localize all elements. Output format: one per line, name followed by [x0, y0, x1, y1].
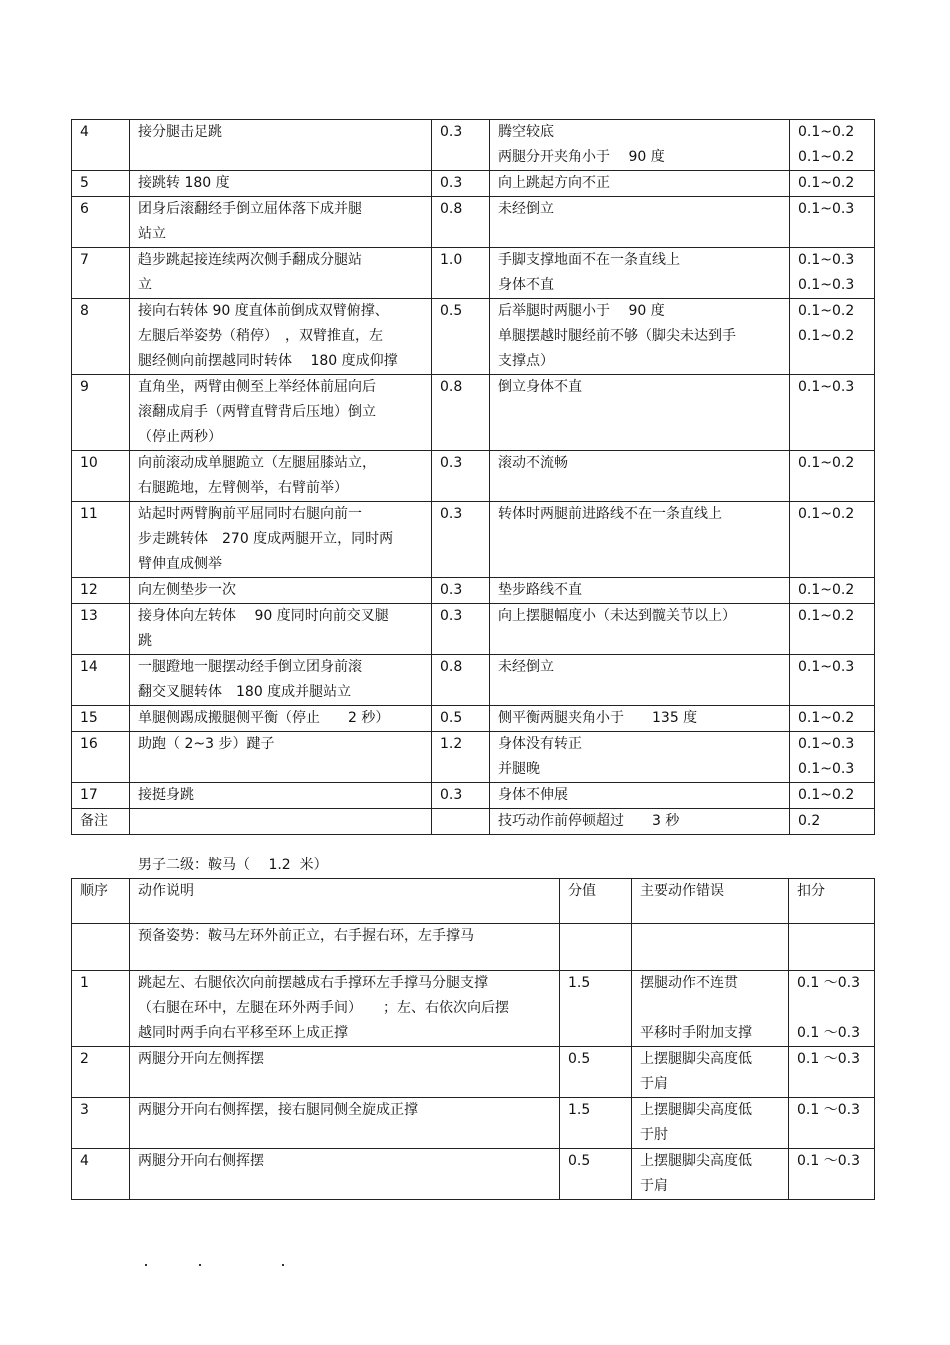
cell-deduction-line: 0.1~0.3 — [798, 736, 855, 752]
cell-deduction — [790, 783, 875, 809]
cell-description-line: （停止两秒） — [138, 429, 222, 445]
cell-errors-line: 于肩 — [640, 1178, 668, 1194]
table-row — [72, 171, 875, 197]
header-description: 动作说明 — [130, 879, 560, 924]
table-row — [72, 655, 875, 706]
cell-errors-line: 支撑点） — [498, 353, 554, 369]
cell-errors — [490, 451, 790, 502]
cell-description — [130, 1098, 560, 1149]
cell-order: 15 — [72, 706, 130, 732]
cell-errors-line: 并腿晚 — [498, 761, 540, 777]
cell-score: 0.3 — [432, 451, 490, 502]
cell-score: 1.5 — [560, 1098, 632, 1149]
cell-deduction — [790, 120, 875, 171]
cell-errors-line: 垫步路线不直 — [498, 582, 582, 598]
cell-errors-line: 单腿摆越时腿经前不够（脚尖未达到手 — [498, 328, 736, 344]
cell-score: 0.8 — [432, 375, 490, 451]
cell-errors-line: 向上摆腿幅度小（未达到髋关节以上） — [498, 608, 736, 624]
cell-errors-line: 身体不伸展 — [498, 787, 568, 803]
cell-description — [130, 732, 432, 783]
header-score: 分值 — [560, 879, 632, 924]
cell-deduction-line: 0.1~0.2 — [798, 608, 855, 624]
table-row — [72, 120, 875, 171]
cell-description-line: 腿经侧向前摆越同时转体 180 度成仰撑 — [138, 353, 398, 369]
cell-description-line: 接身体向左转体 90 度同时向前交叉腿 — [138, 608, 389, 624]
cell-description-line: 左腿后举姿势（稍停） ，双臂推直，左 — [138, 328, 383, 344]
cell-deduction-line: 0.1~0.2 — [798, 787, 855, 803]
prep-row — [72, 924, 875, 971]
cell-order: 备注 — [72, 809, 130, 835]
cell-order: 4 — [72, 120, 130, 171]
cell-description — [130, 299, 432, 375]
cell-errors-line: 摆腿动作不连贯 — [640, 975, 738, 991]
cell-errors-line: 手脚支撑地面不在一条直线上 — [498, 252, 680, 268]
cell-deduction-line: 0.1 ～0.3 — [797, 975, 860, 991]
cell-description — [130, 1149, 560, 1200]
cell-description-line: 臂伸直成侧举 — [138, 556, 222, 572]
table-row — [72, 1098, 875, 1149]
cell-errors — [632, 1149, 789, 1200]
cell-errors — [490, 299, 790, 375]
cell-errors-line: 侧平衡两腿夹角小于 135 度 — [498, 710, 698, 726]
cell-deduction-line: 0.1~0.3 — [798, 252, 855, 268]
table-row — [72, 971, 875, 1047]
cell-errors — [490, 655, 790, 706]
prep-deduct — [789, 924, 875, 971]
cell-description — [130, 809, 432, 835]
cell-description-line: 接向右转体 90 度直体前倒成双臂俯撑、 — [138, 303, 389, 319]
cell-errors — [490, 197, 790, 248]
cell-deduction — [790, 375, 875, 451]
cell-errors-line: 后举腿时两腿小于 90 度 — [498, 303, 665, 319]
cell-deduction — [790, 248, 875, 299]
cell-description-line: 两腿分开向右侧挥摆 — [138, 1153, 264, 1169]
cell-errors — [490, 604, 790, 655]
cell-description-line: 接分腿击足跳 — [138, 124, 222, 140]
cell-order: 6 — [72, 197, 130, 248]
cell-order: 1 — [72, 971, 130, 1047]
cell-order: 3 — [72, 1098, 130, 1149]
cell-errors — [490, 375, 790, 451]
cell-deduction — [790, 706, 875, 732]
cell-deduction-line: 0.1~0.2 — [798, 710, 855, 726]
footer-dots — [0, 1258, 950, 1270]
cell-order: 17 — [72, 783, 130, 809]
cell-score: 0.8 — [432, 655, 490, 706]
table-row — [72, 809, 875, 835]
cell-deduction-line: 0.1~0.2 — [798, 506, 855, 522]
cell-description-line: 一腿蹬地一腿摆动经手倒立团身前滚 — [138, 659, 362, 675]
cell-order: 12 — [72, 578, 130, 604]
cell-deduction — [789, 1149, 875, 1200]
cell-description-line: 趋步跳起接连续两次侧手翻成分腿站 — [138, 252, 362, 268]
cell-order: 16 — [72, 732, 130, 783]
cell-deduction-line: 0.1~0.3 — [798, 379, 855, 395]
cell-description — [130, 604, 432, 655]
cell-score: 1.2 — [432, 732, 490, 783]
cell-errors-line: 上摆腿脚尖高度低 — [640, 1051, 752, 1067]
cell-description-line: 单腿侧踢成搬腿侧平衡（停止 2 秒） — [138, 710, 390, 726]
cell-errors-line: 未经倒立 — [498, 659, 554, 675]
cell-description — [130, 197, 432, 248]
cell-description-line: 越同时两手向右平移至环上成正撑 — [138, 1025, 348, 1041]
table-row — [72, 375, 875, 451]
cell-order: 2 — [72, 1047, 130, 1098]
table-row — [72, 604, 875, 655]
table-row — [72, 197, 875, 248]
prep-no — [72, 924, 130, 971]
cell-deduction-line: 0.1 ～0.3 — [797, 1153, 860, 1169]
cell-deduction — [790, 604, 875, 655]
cell-description — [130, 171, 432, 197]
cell-errors — [490, 502, 790, 578]
cell-description-line: 翻交叉腿转体 180 度成并腿站立 — [138, 684, 352, 700]
cell-errors-line: 倒立身体不直 — [498, 379, 582, 395]
cell-deduction-line: 0.1~0.2 — [798, 149, 855, 165]
cell-errors-line: 身体没有转正 — [498, 736, 582, 752]
cell-deduction-line: 0.1~0.3 — [798, 761, 855, 777]
cell-errors — [490, 171, 790, 197]
cell-description — [130, 971, 560, 1047]
table-row — [72, 502, 875, 578]
prep-description: 预备姿势：鞍马左环外前正立，右手握右环，左手撑马 — [130, 924, 560, 971]
cell-errors — [490, 248, 790, 299]
cell-deduction-line — [797, 996, 866, 1021]
cell-deduction — [790, 732, 875, 783]
cell-deduction-line: 0.1~0.2 — [798, 175, 855, 191]
cell-description-line: （右腿在环中，左腿在环外两手间） ；左、右依次向后摆 — [138, 1000, 509, 1016]
prep-errors — [632, 924, 789, 971]
table-row — [72, 451, 875, 502]
scoring-table-floor — [71, 119, 875, 835]
table-header-row — [72, 879, 875, 924]
cell-order: 5 — [72, 171, 130, 197]
cell-errors-line: 两腿分开夹角小于 90 度 — [498, 149, 665, 165]
prep-score — [560, 924, 632, 971]
cell-description-line: 接挺身跳 — [138, 787, 194, 803]
cell-deduction — [790, 578, 875, 604]
cell-deduction-line: 0.1~0.3 — [798, 277, 855, 293]
cell-score: 0.5 — [560, 1047, 632, 1098]
cell-score: 0.3 — [432, 171, 490, 197]
header-deduction: 扣分 — [789, 879, 875, 924]
cell-errors — [490, 809, 790, 835]
cell-deduction — [790, 451, 875, 502]
cell-deduction — [790, 655, 875, 706]
cell-order: 4 — [72, 1149, 130, 1200]
cell-score: 1.5 — [560, 971, 632, 1047]
table-row — [72, 732, 875, 783]
cell-errors-line — [640, 996, 780, 1021]
cell-errors — [632, 1098, 789, 1149]
cell-errors-line: 上摆腿脚尖高度低 — [640, 1153, 752, 1169]
cell-description-line: 站起时两臂胸前平屈同时右腿向前一 — [138, 506, 362, 522]
cell-score: 0.3 — [432, 502, 490, 578]
cell-description-line: 跳起左、右腿依次向前摆越成右手撑环左手撑马分腿支撑 — [138, 975, 488, 991]
cell-score: 0.3 — [432, 578, 490, 604]
cell-description-line: 团身后滚翻经手倒立屈体落下成并腿 — [138, 201, 362, 217]
cell-score: 0.5 — [432, 299, 490, 375]
cell-errors-line: 未经倒立 — [498, 201, 554, 217]
cell-errors-line: 于肩 — [640, 1076, 668, 1092]
cell-description — [130, 375, 432, 451]
cell-errors — [632, 971, 789, 1047]
cell-score: 0.5 — [560, 1149, 632, 1200]
header-order: 顺序 — [72, 879, 130, 924]
cell-score: 0.3 — [432, 604, 490, 655]
cell-description-line — [138, 809, 423, 834]
cell-deduction-line: 0.1~0.2 — [798, 303, 855, 319]
table-row — [72, 1149, 875, 1200]
cell-description-line: 右腿跪地，左臂侧举，右臂前举） — [138, 480, 348, 496]
cell-description — [130, 578, 432, 604]
cell-deduction — [789, 1047, 875, 1098]
cell-deduction-line: 0.1~0.2 — [798, 582, 855, 598]
table-row — [72, 299, 875, 375]
cell-description-line: 直角坐，两臂由侧至上举经体前屈向后 — [138, 379, 376, 395]
cell-deduction — [790, 299, 875, 375]
cell-description — [130, 1047, 560, 1098]
cell-deduction-line: 0.1~0.3 — [798, 659, 855, 675]
cell-order: 13 — [72, 604, 130, 655]
scoring-table-floor-body — [72, 120, 875, 835]
scoring-table-pommel-horse-body — [72, 971, 875, 1200]
table-row — [72, 578, 875, 604]
footer-dot — [145, 1264, 147, 1266]
cell-errors — [490, 783, 790, 809]
cell-errors — [490, 732, 790, 783]
cell-deduction — [790, 171, 875, 197]
cell-description-line: 滚翻成肩手（两臂直臂背后压地）倒立 — [138, 404, 376, 420]
cell-order: 11 — [72, 502, 130, 578]
cell-description-line: 立 — [138, 277, 152, 293]
cell-description-line: 步走跳转体 270 度成两腿开立，同时两 — [138, 531, 394, 547]
cell-deduction — [790, 197, 875, 248]
cell-order: 9 — [72, 375, 130, 451]
cell-deduction — [790, 809, 875, 835]
cell-errors-line: 平移时手附加支撑 — [640, 1025, 752, 1041]
cell-deduction-line: 0.1 ～0.3 — [797, 1102, 860, 1118]
cell-errors — [490, 706, 790, 732]
scoring-table-pommel-horse — [71, 878, 875, 1200]
cell-description-line: 两腿分开向右侧挥摆，接右腿同侧全旋成正撑 — [138, 1102, 418, 1118]
cell-description-line: 向前滚动成单腿跪立（左腿屈膝站立， — [138, 455, 376, 471]
section-caption: 男子二级：鞍马（ 1.2 米） — [138, 857, 328, 873]
cell-deduction-line: 0.1~0.2 — [798, 124, 855, 140]
cell-order: 10 — [72, 451, 130, 502]
cell-score: 1.0 — [432, 248, 490, 299]
cell-score: 0.3 — [432, 783, 490, 809]
table-row — [72, 706, 875, 732]
cell-description — [130, 655, 432, 706]
cell-description-line: 向左侧垫步一次 — [138, 582, 236, 598]
cell-score — [432, 809, 490, 835]
cell-description — [130, 783, 432, 809]
cell-description-line: 站立 — [138, 226, 166, 242]
cell-errors-line: 身体不直 — [498, 277, 554, 293]
cell-errors — [490, 120, 790, 171]
cell-deduction — [789, 1098, 875, 1149]
cell-errors-line: 转体时两腿前进路线不在一条直线上 — [498, 506, 722, 522]
cell-description — [130, 706, 432, 732]
footer-dot — [199, 1264, 201, 1266]
header-errors: 主要动作错误 — [632, 879, 789, 924]
cell-description-line: 两腿分开向左侧挥摆 — [138, 1051, 264, 1067]
cell-description-line: 跳 — [138, 633, 152, 649]
cell-errors-line: 滚动不流畅 — [498, 455, 568, 471]
cell-score: 0.5 — [432, 706, 490, 732]
cell-order: 8 — [72, 299, 130, 375]
cell-deduction-line: 0.1 ～0.3 — [797, 1051, 860, 1067]
cell-description-line: 接跳转 180 度 — [138, 175, 230, 191]
cell-errors-line: 腾空较底 — [498, 124, 554, 140]
cell-deduction-line: 0.1 ～0.3 — [797, 1025, 860, 1041]
cell-deduction — [790, 502, 875, 578]
cell-order: 14 — [72, 655, 130, 706]
cell-description — [130, 248, 432, 299]
table-row — [72, 1047, 875, 1098]
cell-deduction-line: 0.1~0.2 — [798, 328, 855, 344]
table-row — [72, 783, 875, 809]
cell-deduction-line: 0.1~0.2 — [798, 455, 855, 471]
cell-description — [130, 451, 432, 502]
cell-score: 0.8 — [432, 197, 490, 248]
cell-order: 7 — [72, 248, 130, 299]
cell-deduction — [789, 971, 875, 1047]
cell-errors-line: 技巧动作前停顿超过 3 秒 — [498, 813, 680, 829]
cell-errors-line: 向上跳起方向不正 — [498, 175, 610, 191]
cell-errors — [632, 1047, 789, 1098]
cell-deduction-line: 0.1~0.3 — [798, 201, 855, 217]
cell-errors-line: 上摆腿脚尖高度低 — [640, 1102, 752, 1118]
cell-description-line: 助跑（ 2~3 步）踺子 — [138, 736, 275, 752]
cell-errors — [490, 578, 790, 604]
cell-score: 0.3 — [432, 120, 490, 171]
table-row — [72, 248, 875, 299]
cell-description — [130, 502, 432, 578]
cell-deduction-line: 0.2 — [798, 813, 821, 829]
cell-description — [130, 120, 432, 171]
cell-errors-line: 于肘 — [640, 1127, 668, 1143]
footer-dot — [282, 1264, 284, 1266]
